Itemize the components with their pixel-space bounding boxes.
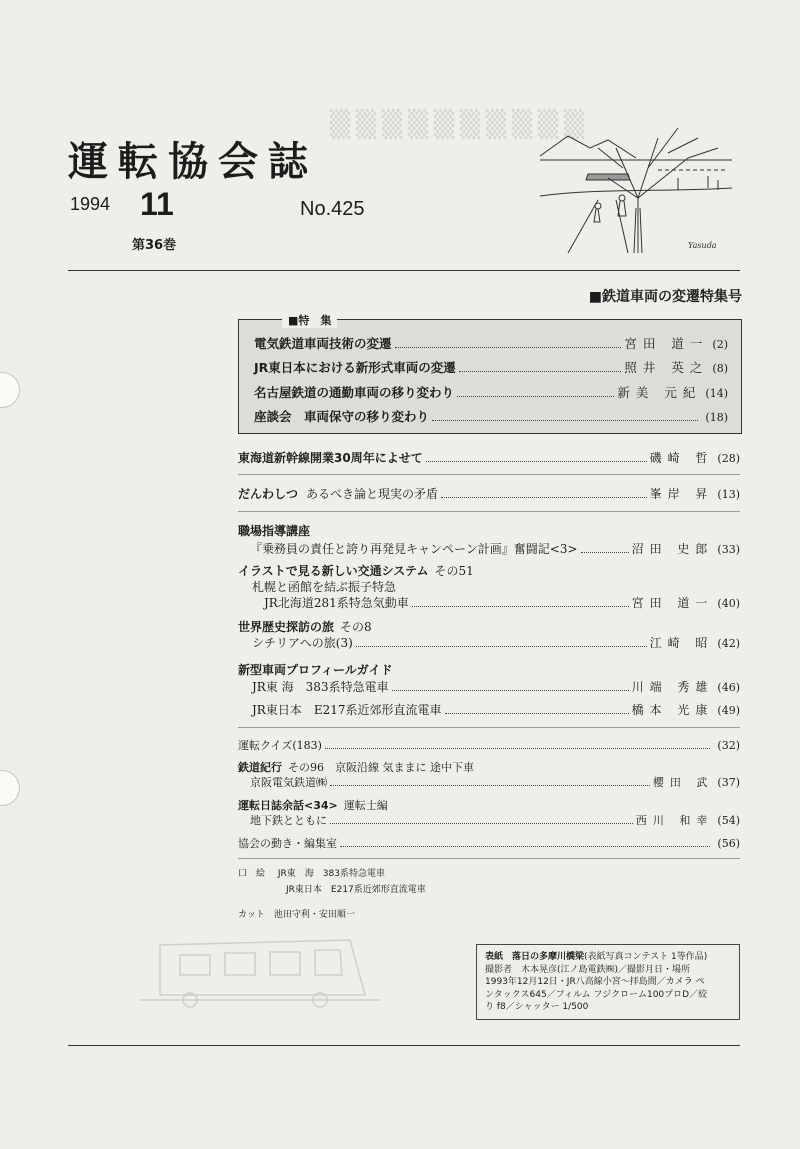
cover-line-4: り f8／シャッター 1/500 bbox=[485, 1002, 589, 1012]
leader-dots bbox=[325, 748, 710, 749]
leader-dots bbox=[395, 347, 622, 348]
binder-hole-bottom bbox=[0, 770, 20, 806]
toc-entry-title: 京阪電気鉄道㈱ bbox=[250, 776, 327, 789]
toc-entry-title: JR東 海 383系特急電車 bbox=[252, 680, 389, 694]
toc-entry-page: (13) bbox=[717, 488, 740, 501]
toc-entry-page: (46) bbox=[717, 681, 740, 694]
toc-entry-author: 沼田 史郎 bbox=[631, 542, 714, 556]
toc-entry-page: (49) bbox=[717, 704, 740, 717]
toc-entry-author: 磯崎 哲 bbox=[649, 451, 714, 465]
toc-entry-kiko bbox=[250, 775, 740, 791]
toc-entry-author: 江崎 昭 bbox=[649, 636, 714, 650]
toc-entry-author: 川端 秀雄 bbox=[631, 680, 714, 694]
issue-year: 1994 bbox=[70, 194, 111, 214]
toc-entry-page: (54) bbox=[717, 814, 740, 827]
toc-entry-nisshi bbox=[250, 813, 740, 829]
credits-cut: カット 池田守利・安田順一 bbox=[238, 910, 355, 920]
section-rule bbox=[238, 511, 740, 512]
toc-entry-shingata-1 bbox=[252, 679, 740, 696]
show-through-text: ▒▒▒▒▒▒▒▒▒▒ bbox=[330, 110, 590, 140]
toc-entry-subtitle: あるべき論と現実の矛盾 bbox=[306, 487, 439, 501]
toc-entry-illust bbox=[264, 595, 740, 612]
magazine-title: 運転協会誌 bbox=[68, 139, 318, 185]
section-heading-title: 鉄道紀行 bbox=[238, 761, 282, 774]
leader-dots bbox=[330, 785, 650, 786]
cover-info-box bbox=[476, 944, 740, 1020]
toc-entry-danwashitsu bbox=[238, 486, 740, 503]
toc-entry-title: だんわしつ bbox=[238, 487, 299, 501]
cover-heading-note: (表紙写真コンテスト 1等作品) bbox=[584, 952, 708, 962]
sketch-signature: Yasuda bbox=[688, 241, 717, 250]
feature-entry-title: JR東日本における新形式車両の変遷 bbox=[254, 360, 456, 375]
toc-entry-kyokai bbox=[238, 836, 740, 852]
feature-entry-author: 宮田 道一 bbox=[624, 336, 709, 351]
toc-entry-page: (40) bbox=[717, 597, 740, 610]
section-heading-sub: 運転士編 bbox=[343, 799, 388, 812]
credits-kuchie-line2: JR東日本 E217系近郊形直流電車 bbox=[286, 885, 426, 895]
cover-sketch-illustration bbox=[538, 118, 734, 256]
feature-entry-title: 名古屋鉄道の通勤車両の移り変わり bbox=[254, 385, 455, 400]
volume-number: 第36巻 bbox=[132, 238, 177, 253]
leader-dots bbox=[426, 461, 647, 462]
toc-entry-page: (56) bbox=[717, 837, 740, 850]
toc-entry-shinkansen bbox=[238, 450, 740, 467]
toc-entry-title: 協会の動き・編集室 bbox=[238, 837, 337, 850]
toc-entry-page: (28) bbox=[717, 452, 740, 465]
feature-entry-2 bbox=[254, 360, 728, 377]
section-heading-shingata: 新型車両プロフィールガイド bbox=[238, 663, 393, 677]
special-issue-label: ■鉄道車両の変遷特集号 bbox=[588, 289, 742, 305]
toc-entry-title: 地下鉄とともに bbox=[250, 814, 327, 827]
feature-entry-1 bbox=[254, 336, 728, 353]
section-rule bbox=[238, 727, 740, 728]
leader-dots bbox=[581, 552, 629, 553]
toc-entry-author: 西川 和幸 bbox=[635, 814, 714, 827]
section-rule bbox=[238, 474, 740, 475]
toc-entry-shingata-2 bbox=[252, 702, 740, 719]
faint-train-sketch bbox=[130, 920, 390, 1010]
leader-dots bbox=[412, 606, 629, 607]
feature-label: ■特 集 bbox=[282, 312, 337, 328]
binder-hole-top bbox=[0, 372, 20, 408]
leader-dots bbox=[340, 846, 710, 847]
credits-kuchie bbox=[238, 866, 385, 879]
section-heading-title: 運転日誌余話<34> bbox=[238, 799, 338, 812]
toc-entry-title: 東海道新幹線開業30周年によせて bbox=[238, 451, 423, 465]
feature-entry-title: 電気鉄道車両技術の変遷 bbox=[254, 336, 392, 351]
section-rule bbox=[238, 858, 740, 859]
toc-entry-title: シチリアへの旅(3) bbox=[252, 636, 353, 650]
section-heading-sekai bbox=[238, 618, 372, 635]
toc-entry-author: 櫻田 武 bbox=[652, 776, 714, 789]
toc-entry-title: 運転クイズ(183) bbox=[238, 739, 322, 752]
leader-dots bbox=[392, 690, 629, 691]
credits-kuchie-label: 口 絵 bbox=[238, 869, 266, 879]
toc-entry-author: 橋本 光康 bbox=[631, 703, 714, 717]
toc-entry-sekai bbox=[252, 635, 740, 652]
section-heading-nisshi bbox=[238, 797, 388, 813]
feature-entry-4 bbox=[254, 409, 728, 426]
cover-line-2: 1993年12月12日・JR八高線小宮～拝島間／カメラ ペ bbox=[485, 977, 705, 987]
feature-entry-page: (18) bbox=[705, 411, 728, 424]
cover-line-3: ンタックス645／フィルム フジクローム100プロD／絞 bbox=[485, 989, 708, 1000]
masthead-rule bbox=[68, 270, 740, 271]
section-heading-kiko bbox=[238, 759, 474, 775]
toc-entry-title: 『乗務員の責任と誇り再発見キャンペーン計画』奮闘記<3> bbox=[250, 542, 578, 556]
feature-entry-author: 新美 元紀 bbox=[617, 385, 702, 400]
toc-entry-title: JR北海道281系特急気動車 bbox=[264, 596, 409, 610]
toc-line-illust-1: 札幌と函館を結ぶ振子特急 bbox=[252, 580, 397, 594]
feature-entry-3 bbox=[254, 385, 728, 402]
leader-dots bbox=[330, 823, 633, 824]
leader-dots bbox=[459, 371, 622, 372]
cover-heading-line bbox=[485, 951, 731, 964]
feature-entry-author: 照井 英之 bbox=[624, 360, 709, 375]
feature-entry-page: (14) bbox=[705, 387, 728, 400]
leader-dots bbox=[356, 646, 647, 647]
feature-entry-title: 座談会 車両保守の移り変わり bbox=[254, 409, 430, 424]
toc-entry-page: (33) bbox=[717, 543, 740, 556]
toc-entry-title: JR東日本 E217系近郊形直流電車 bbox=[252, 703, 442, 717]
cover-heading: 表紙 落日の多摩川橋梁 bbox=[485, 952, 585, 962]
leader-dots bbox=[432, 420, 698, 421]
leader-dots bbox=[441, 497, 647, 498]
toc-entry-page: (37) bbox=[717, 776, 740, 789]
section-heading-title: 世界歴史探訪の旅 bbox=[238, 620, 335, 634]
toc-entry-page: (42) bbox=[717, 637, 740, 650]
feature-entry-page: (2) bbox=[712, 338, 728, 351]
section-heading-shokuba: 職場指導講座 bbox=[238, 524, 311, 538]
section-heading-sub: その51 bbox=[434, 564, 474, 578]
leader-dots bbox=[457, 396, 614, 397]
feature-entry-page: (8) bbox=[712, 362, 728, 375]
toc-entry-page: (32) bbox=[717, 739, 740, 752]
credits-kuchie-line1: JR東 海 383系特急電車 bbox=[277, 869, 385, 879]
toc-entry-author: 宮田 道一 bbox=[631, 596, 714, 610]
issue-number: No.425 bbox=[300, 198, 365, 220]
toc-entry-quiz bbox=[238, 738, 740, 754]
leader-dots bbox=[445, 713, 629, 714]
section-heading-sub: その8 bbox=[340, 620, 372, 634]
section-heading-illust bbox=[238, 562, 474, 579]
section-heading-sub: その96 京阪沿線 気ままに 途中下車 bbox=[288, 761, 474, 774]
toc-entry-shokuba bbox=[250, 541, 740, 558]
toc-entry-author: 峯岸 昇 bbox=[649, 487, 714, 501]
cover-line-1: 撮影者 木本晃彦(江ノ島電鉄㈱)／撮影月日・場所 bbox=[485, 964, 691, 975]
footer-rule bbox=[68, 1045, 740, 1046]
issue-month: 11 bbox=[140, 186, 174, 222]
section-heading-title: イラストで見る新しい交通システム bbox=[238, 564, 429, 578]
